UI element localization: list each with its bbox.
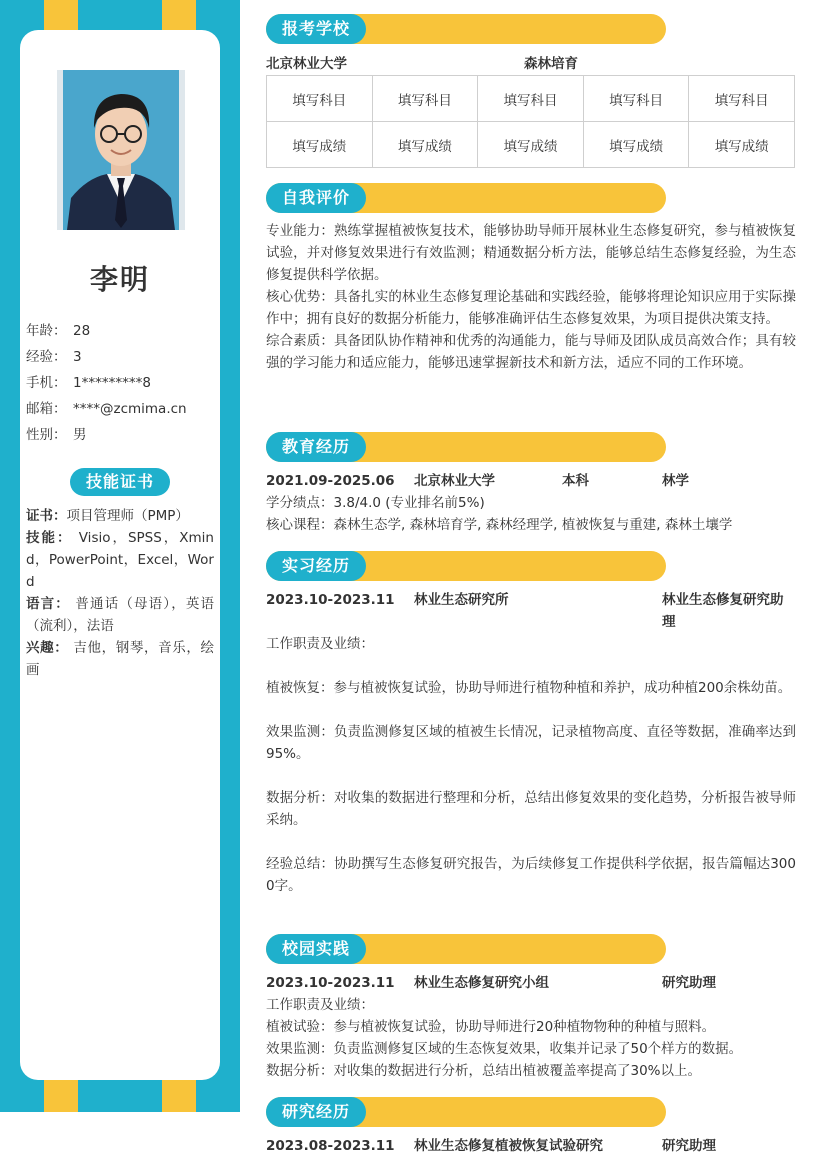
internship-item: 效果监测：负责监测修复区域的植被生长情况，记录植物高度、直径等数据，准确率达到95%。 <box>266 724 796 762</box>
score-table <box>266 75 795 168</box>
profile-info-list <box>26 320 216 450</box>
info-label: 性别： <box>26 427 67 443</box>
self-eval-paragraph: 专业能力：熟练掌握植被恢复技术，能够协助导师开展林业生态修复研究，参与植被恢复试验，并对修复效果进行有效监测；精通数据分析方法，能够总结生态修复经验，为生态修复提供科学依据。 <box>266 223 796 283</box>
internship-header-row <box>266 589 796 633</box>
education-gpa: 学分绩点：3.8/4.0 (专业排名前5%) <box>266 495 485 511</box>
campus-role: 研究助理 <box>662 975 716 991</box>
campus-line: 植被试验：参与植被恢复试验，协助导师进行20种植物物种的种植与照料。 <box>266 1019 716 1035</box>
skill-item-certificate <box>26 505 214 527</box>
subject-cell[interactable]: 填写科目 <box>689 76 795 122</box>
skill-label: 兴趣： <box>26 640 69 656</box>
campus-org: 林业生态修复研究小组 <box>414 975 549 991</box>
info-label: 手机： <box>26 375 67 391</box>
score-cell[interactable]: 填写成绩 <box>689 122 795 168</box>
target-school: 北京林业大学 <box>266 56 347 72</box>
skill-label: 证书： <box>26 508 67 524</box>
internship-intro: 工作职责及业绩： <box>266 636 374 652</box>
score-cell[interactable]: 填写成绩 <box>267 122 373 168</box>
section-header-target-school <box>266 14 666 44</box>
skill-item-language <box>26 593 214 637</box>
section-title: 校园实践 <box>266 934 366 964</box>
score-row <box>267 122 795 168</box>
info-email <box>26 398 216 424</box>
profile-name: 李明 <box>89 263 150 296</box>
internship-role: 林业生态修复研究助理 <box>662 592 784 630</box>
campus-header-row <box>266 972 796 994</box>
info-value: 28 <box>73 323 91 339</box>
campus-period: 2023.10-2023.11 <box>266 975 395 991</box>
skill-label: 技能： <box>26 530 73 546</box>
section-title: 教育经历 <box>266 432 366 462</box>
target-school-row <box>266 52 796 72</box>
skills-section-title: 技能证书 <box>70 468 170 496</box>
section-title: 研究经历 <box>266 1097 366 1127</box>
internship-item: 植被恢复：参与植被恢复试验，协助导师进行植物种植和养护，成功种植200余株幼苗。 <box>266 680 792 696</box>
skill-value: Visio，SPSS，Xmind，PowerPoint，Excel，Word <box>26 530 214 590</box>
internship-org: 林业生态研究所 <box>414 592 509 608</box>
education-school: 北京林业大学 <box>414 473 495 489</box>
self-eval-paragraph: 综合素质：具备团队协作精神和优秀的沟通能力，能与导师及团队成员高效合作；具有较强的学习能力和适应能力，能够迅速掌握新技术和新方法，适应不同的工作环境。 <box>266 333 796 371</box>
subject-cell[interactable]: 填写科目 <box>267 76 373 122</box>
info-value: 3 <box>73 349 82 365</box>
skills-list <box>26 505 214 681</box>
campus-line: 工作职责及业绩： <box>266 997 374 1013</box>
section-header-research <box>266 1097 666 1127</box>
education-entry <box>266 470 796 536</box>
section-header-self-evaluation <box>266 183 666 213</box>
education-courses: 核心课程：森林生态学, 森林培育学, 森林经理学, 植被恢复与重建, 森林土壤学 <box>266 517 733 533</box>
section-title: 实习经历 <box>266 551 366 581</box>
campus-entry <box>266 972 796 1082</box>
section-header-internship <box>266 551 666 581</box>
education-header-row <box>266 470 796 492</box>
research-role: 研究助理 <box>662 1138 716 1154</box>
internship-item: 经验总结：协助撰写生态修复研究报告，为后续修复工作提供科学依据，报告篇幅达3000字。 <box>266 856 796 894</box>
skill-item-tools <box>26 527 214 593</box>
section-title: 自我评价 <box>266 183 366 213</box>
info-value: 男 <box>73 427 87 443</box>
info-age <box>26 320 216 346</box>
info-experience <box>26 346 216 372</box>
research-header-row <box>266 1135 796 1157</box>
self-evaluation-text <box>266 220 796 374</box>
info-label: 邮箱： <box>26 401 67 417</box>
subject-cell[interactable]: 填写科目 <box>583 76 689 122</box>
score-cell[interactable]: 填写成绩 <box>372 122 478 168</box>
research-entry <box>266 1135 796 1157</box>
research-period: 2023.08-2023.11 <box>266 1138 395 1154</box>
section-title: 报考学校 <box>266 14 366 44</box>
info-value: 1*********8 <box>73 375 151 391</box>
skill-item-hobbies <box>26 637 214 681</box>
profile-photo <box>57 70 185 230</box>
subject-cell[interactable]: 填写科目 <box>372 76 478 122</box>
subject-row <box>267 76 795 122</box>
info-value: ****@zcmima.cn <box>73 401 187 417</box>
skill-value: 项目管理师（PMP） <box>66 508 189 524</box>
internship-item: 数据分析：对收集的数据进行整理和分析，总结出修复效果的变化趋势，分析报告被导师采纳。 <box>266 790 796 828</box>
info-label: 经验： <box>26 349 67 365</box>
internship-period: 2023.10-2023.11 <box>266 592 395 608</box>
score-cell[interactable]: 填写成绩 <box>478 122 584 168</box>
campus-line: 数据分析：对收集的数据进行分析，总结出植被覆盖率提高了30%以上。 <box>266 1063 702 1079</box>
skill-value: 吉他，钢琴，音乐，绘画 <box>26 640 215 678</box>
campus-line: 效果监测：负责监测修复区域的生态恢复效果，收集并记录了50个样方的数据。 <box>266 1041 743 1057</box>
self-eval-paragraph: 核心优势：具备扎实的林业生态修复理论基础和实践经验，能够将理论知识应用于实际操作中；拥有良好的数据分析能力，能够准确评估生态修复效果，为项目提供决策支持。 <box>266 289 796 327</box>
education-period: 2021.09-2025.06 <box>266 473 395 489</box>
research-project: 林业生态修复植被恢复试验研究 <box>414 1138 603 1154</box>
education-major: 林学 <box>662 473 689 489</box>
info-label: 年龄： <box>26 323 67 339</box>
info-gender <box>26 424 216 450</box>
target-major: 森林培育 <box>524 56 578 72</box>
education-degree: 本科 <box>562 473 589 489</box>
internship-entry <box>266 589 796 897</box>
section-header-campus-practice <box>266 934 666 964</box>
info-phone <box>26 372 216 398</box>
section-header-education <box>266 432 666 462</box>
subject-cell[interactable]: 填写科目 <box>478 76 584 122</box>
score-cell[interactable]: 填写成绩 <box>583 122 689 168</box>
skill-value: 普通话（母语），英语（流利），法语 <box>26 596 214 634</box>
skill-label: 语言： <box>26 596 70 612</box>
